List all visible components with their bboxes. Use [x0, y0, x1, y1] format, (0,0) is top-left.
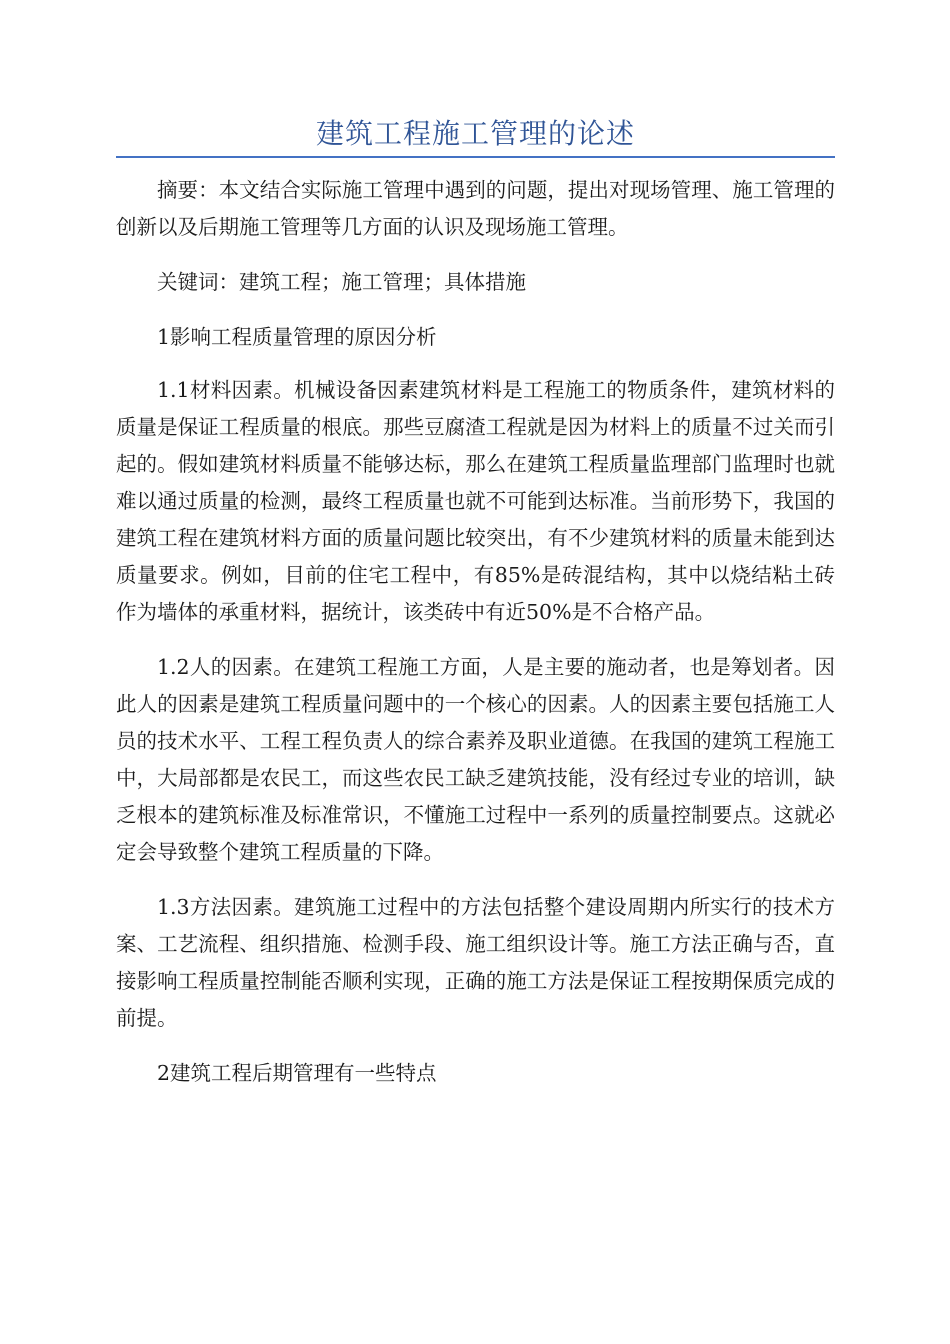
document-page	[116, 0, 835, 1108]
keywords-paragraph: 关键词：建筑工程；施工管理；具体措施	[157, 270, 526, 294]
paragraph-1-3: 1.3方法因素。建筑施工过程中的方法包括整个建设周期内所实行的技术方案、工艺流程、组织措施、检测手段、施工组织设计等。施工方法正确与否，直接影响工程质量控制能否顺利实现，正确的施工方法是保证工程按期保质完成的前提。	[116, 895, 835, 1030]
paragraph-1-1: 1.1材料因素。机械设备因素建筑材料是工程施工的物质条件，建筑材料的质量是保证工程质量的根底。那些豆腐渣工程就是因为材料上的质量不过关而引起的。假如建筑材料质量不能够达标，那么在建筑工程质量监理部门监理时也就难以通过质量的检测，最终工程质量也就不可能到达标准。当前形势下，我国的建筑工程在建筑材料方面的质量问题比较突出，有不少建筑材料的质量未能到达质量要求。例如，目前的住宅工程中，有85%是砖混结构，其中以烧结粘土砖作为墙体的承重材料，据统计，该类砖中有近50%是不合格产品。	[116, 378, 835, 624]
document-title: 建筑工程施工管理的论述	[315, 117, 635, 150]
abstract-paragraph: 摘要：本文结合实际施工管理中遇到的问题，提出对现场管理、施工管理的创新以及后期施工管理等几方面的认识及现场施工管理。	[116, 178, 835, 239]
section-1-heading: 1影响工程质量管理的原因分析	[157, 325, 437, 349]
section-2-heading: 2建筑工程后期管理有一些特点	[157, 1061, 437, 1085]
paragraph-1-2: 1.2人的因素。在建筑工程施工方面，人是主要的施动者，也是筹划者。因此人的因素是建筑工程质量问题中的一个核心的因素。人的因素主要包括施工人员的技术水平、工程工程负责人的综合素养及职业道德。在我国的建筑工程施工中，大局部都是农民工，而这些农民工缺乏建筑技能，没有经过专业的培训，缺乏根本的建筑标准及标准常识，不懂施工过程中一系列的质量控制要点。这就必定会导致整个建筑工程质量的下降。	[116, 655, 835, 864]
title-underline	[116, 156, 835, 158]
